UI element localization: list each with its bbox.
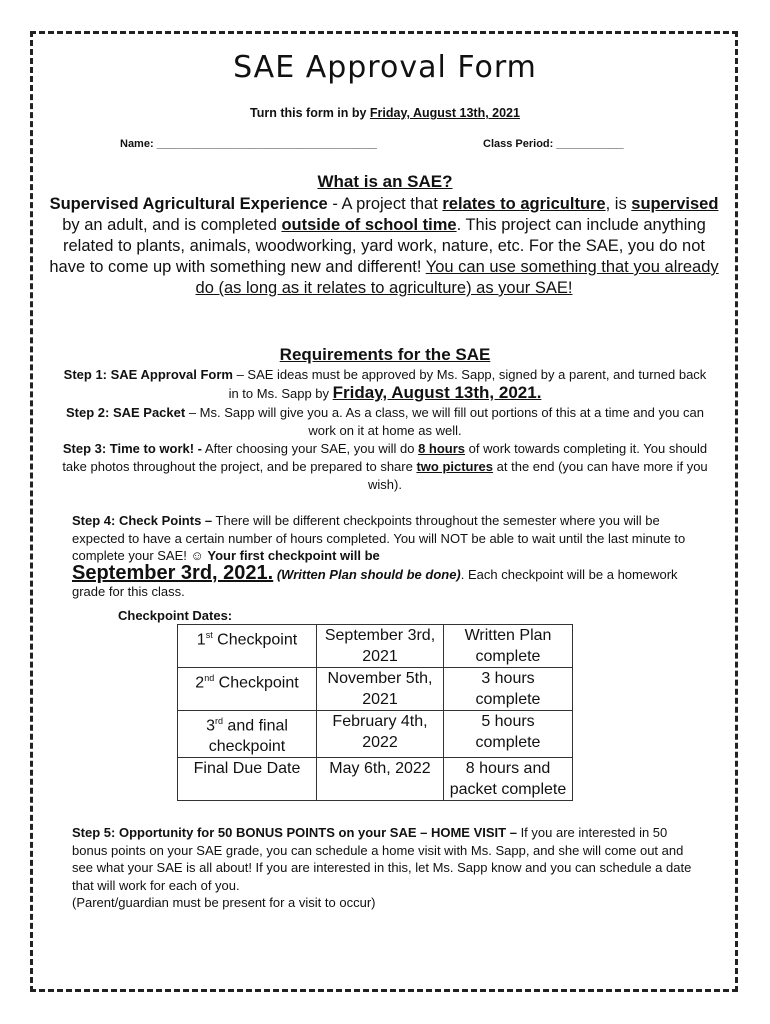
turn-in-prefix: Turn this form in by	[250, 106, 370, 120]
class-period-blank[interactable]: ___________	[556, 138, 624, 150]
table-row	[178, 625, 573, 668]
step-4-tail: . Each checkpoint will be a homework grade for this class.	[72, 566, 678, 599]
step-3-pictures: two pictures	[416, 459, 494, 474]
def-emph-2: supervised	[631, 195, 719, 213]
step-5	[72, 824, 702, 912]
checkpoint-name: 2nd Checkpoint	[178, 668, 317, 711]
step-5-label: Step 5: Opportunity for 50 BONUS POINTS on your SAE – HOME VISIT –	[72, 825, 517, 840]
class-period-label: Class Period:	[483, 138, 554, 150]
def-text-3: by an adult, and is completed	[62, 216, 282, 234]
def-text-2: , is	[605, 195, 632, 213]
def-text-1: - A project that	[327, 195, 443, 213]
sae-definition	[48, 194, 720, 299]
step-3-hours: 8 hours	[418, 441, 466, 456]
checkpoint-name: 3rd and final checkpoint	[178, 711, 317, 758]
checkpoint-date: May 6th, 2022	[317, 758, 444, 801]
step-2	[62, 404, 708, 440]
table-row	[178, 711, 573, 758]
step-3-text-1: After choosing your SAE, you will do	[202, 441, 419, 456]
step-4	[72, 512, 702, 601]
def-emph-4: You can use something that you already do (as long as it relates to agriculture) as your SAE!	[195, 258, 719, 297]
step-1	[62, 366, 708, 403]
checkpoint-table	[177, 624, 573, 801]
def-text-4: . This project can include anything related to plants, animals, woodworking, yard work, nature, etc. For the SAE, you do not have to come up with something new and different!	[49, 216, 706, 276]
step-2-label: Step 2: SAE Packet	[65, 405, 186, 420]
step-4-label: Step 4: Check Points –	[72, 513, 213, 528]
turn-in-date: Friday, August 13th, 2021	[369, 106, 520, 120]
def-emph-3: outside of school time	[281, 216, 457, 234]
table-row	[178, 758, 573, 801]
checkpoint-requirement: Written Plan complete	[444, 625, 573, 668]
step-5-text: If you are interested in 50 bonus points on your SAE grade, you can schedule a home visit with Ms. Sapp, and she will come out and see what your SAE is all about! If you are interested in this, let Ms. Sapp know and you can schedule a date that will work for each of you.	[72, 825, 692, 893]
step-3-text-2: of work towards completing it. You should take photos throughout the project, and be prepared to share	[62, 441, 708, 474]
step-2-text: – Ms. Sapp will give you a. As a class, we will fill out portions of this at a time and you can work on it at home as well.	[185, 405, 705, 438]
step-3-label: Step 3: Time to work! -	[62, 441, 203, 456]
turn-in-line	[0, 106, 770, 120]
checkpoint-name: Final Due Date	[178, 758, 317, 801]
def-emph-1: relates to agriculture	[442, 195, 606, 213]
checkpoint-requirement: 3 hours complete	[444, 668, 573, 711]
checkpoint-requirement: 8 hours and packet complete	[444, 758, 573, 801]
name-field[interactable]	[120, 138, 377, 150]
checkpoint-dates-label: Checkpoint Dates:	[118, 608, 233, 623]
name-blank[interactable]: ____________________________________	[156, 138, 377, 150]
step-3	[62, 440, 708, 494]
step-4-bold: Your first checkpoint will be	[207, 548, 380, 563]
sae-term: Supervised Agricultural Experience	[49, 195, 328, 213]
checkpoint-date: November 5th, 2021	[317, 668, 444, 711]
first-checkpoint-date: September 3rd, 2021.	[72, 561, 274, 584]
step-4-text: There will be different checkpoints throughout the semester where you will be expected to have a certain number of hours completed. You will NOT be able to wait until the last minute to complete your SAE! ☺	[72, 513, 686, 563]
step-3-text-3: at the end (you can have more if you wish).	[368, 459, 708, 492]
table-row	[178, 668, 573, 711]
checkpoint-name: 1st Checkpoint	[178, 625, 317, 668]
checkpoint-requirement: 5 hours complete	[444, 711, 573, 758]
what-is-sae-heading: What is an SAE?	[317, 172, 453, 191]
step-1-text: – SAE ideas must be approved by Ms. Sapp, signed by a parent, and turned back in to Ms. Sapp by	[228, 367, 707, 401]
step-1-label: Step 1: SAE Approval Form	[63, 367, 233, 382]
step-4-note: (Written Plan should be done)	[273, 566, 461, 582]
checkpoint-date: September 3rd, 2021	[317, 625, 444, 668]
step-5-note: (Parent/guardian must be present for a visit to occur)	[72, 895, 376, 910]
class-period-field[interactable]	[483, 138, 624, 150]
checkpoint-date: February 4th, 2022	[317, 711, 444, 758]
form-title: SAE Approval Form	[233, 50, 537, 85]
name-label: Name:	[120, 138, 154, 150]
requirements-heading: Requirements for the SAE	[279, 345, 491, 364]
step-1-date: Friday, August 13th, 2021.	[332, 383, 542, 402]
